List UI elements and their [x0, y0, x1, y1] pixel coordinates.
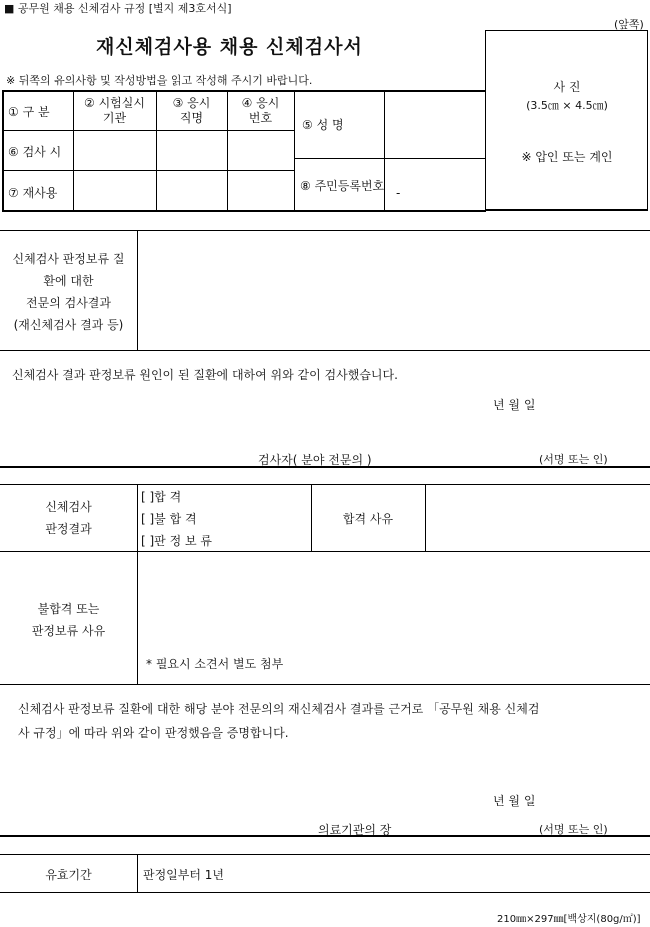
- photo-seal-note: ※ 압인 또는 계인: [521, 150, 613, 164]
- specialist-label-4: (재신체검사 결과 등): [13, 318, 124, 332]
- exam-time-row-label: ⑥ 검사 시: [8, 145, 62, 159]
- section-rule: [0, 350, 650, 351]
- section-rule: [0, 684, 650, 685]
- applicant-number-header: ④ 응시: [241, 96, 280, 110]
- table-rule: [2, 170, 294, 171]
- pass-reason-label: 합격 사유: [342, 512, 394, 526]
- section-rule: [0, 892, 650, 893]
- section-rule: [0, 551, 650, 552]
- page-side-label: (앞쪽): [614, 18, 644, 31]
- applied-position-header-2: 직명: [179, 111, 204, 125]
- table-border-bottom: [2, 210, 486, 212]
- specialist-statement: 신체검사 결과 판정보류 원인이 된 질환에 대하여 위와 같이 검사했습니다.: [12, 368, 398, 382]
- specialist-date: 년 월 일: [493, 398, 536, 412]
- section-rule: [0, 230, 650, 231]
- name-label: ⑤ 성 명: [302, 118, 344, 132]
- section-rule: [137, 484, 138, 684]
- result-option-pass[interactable]: [ ]합 격: [141, 490, 182, 504]
- exam-agency-header: ② 시험실시: [84, 96, 145, 110]
- examiner-label: 검사자( 분야 전문의 ): [258, 453, 372, 467]
- form-title: 재신체검사용 채용 신체검사서: [96, 36, 363, 58]
- specialist-label-2: 환에 대한: [43, 274, 94, 288]
- paper-spec: 210㎜×297㎜[백상지(80g/㎡)]: [497, 914, 641, 925]
- section-rule: [0, 466, 650, 468]
- section-rule: [0, 854, 650, 855]
- certify-line-2: 사 규정」에 따라 위와 같이 판정했음을 증명합니다.: [18, 726, 289, 740]
- hospital-sign-label: (서명 또는 인): [539, 823, 608, 836]
- reuse-row-label: ⑦ 재사용: [8, 186, 58, 200]
- photo-size: (3.5㎝ × 4.5㎝): [526, 99, 608, 112]
- section-rule: [137, 230, 138, 350]
- table-rule: [294, 158, 486, 159]
- applied-position-header: ③ 응시: [172, 96, 211, 110]
- certify-date: 년 월 일: [493, 794, 536, 808]
- result-label-2: 판정결과: [45, 522, 92, 536]
- table-border-top: [2, 90, 486, 92]
- validity-value: 판정일부터 1년: [143, 868, 225, 882]
- certify-line-1: 신체검사 판정보류 질환에 대한 해당 분야 전문의의 재신체검사 결과를 근거로 「공무원 채용 신체검: [18, 702, 540, 716]
- result-option-hold[interactable]: [ ]판 정 보 류: [141, 534, 212, 548]
- table-rule: [294, 90, 295, 211]
- regulation-label: ■ 공무원 채용 신체검사 규정 [별지 제3호서식]: [4, 2, 232, 15]
- exam-agency-header-2: 기관: [102, 111, 127, 125]
- hospital-head-label: 의료기관의 장: [318, 823, 392, 837]
- result-label-1: 신체검사: [45, 500, 92, 514]
- instruction-note: ※ 뒤쪽의 유의사항 및 작성방법을 읽고 작성해 주시기 바랍니다.: [6, 74, 313, 87]
- table-border-left: [2, 90, 4, 211]
- applicant-number-header-2: 번호: [248, 111, 273, 125]
- result-option-fail[interactable]: [ ]불 합 격: [141, 512, 197, 526]
- photo-label: 사 진: [553, 80, 581, 94]
- fail-reason-label-1: 불합격 또는: [37, 602, 100, 616]
- specialist-label-3: 전문의 검사결과: [26, 296, 111, 310]
- validity-label: 유효기간: [45, 868, 92, 882]
- section-rule: [0, 835, 650, 837]
- category-header: ① 구 분: [8, 105, 50, 119]
- photo-box: [485, 30, 648, 211]
- table-rule: [2, 130, 294, 131]
- resident-number-dash: -: [396, 186, 401, 200]
- attachment-note: * 필요시 소견서 별도 첨부: [146, 657, 284, 671]
- resident-number-label: ⑧ 주민등록번호: [300, 179, 385, 193]
- specialist-label-1: 신체검사 판정보류 질: [12, 252, 125, 266]
- section-rule: [425, 484, 426, 551]
- section-rule: [0, 484, 650, 485]
- section-rule: [137, 854, 138, 892]
- table-rule: [384, 90, 385, 211]
- fail-reason-label-2: 판정보류 사유: [31, 624, 106, 638]
- examiner-sign-label: (서명 또는 인): [539, 453, 608, 466]
